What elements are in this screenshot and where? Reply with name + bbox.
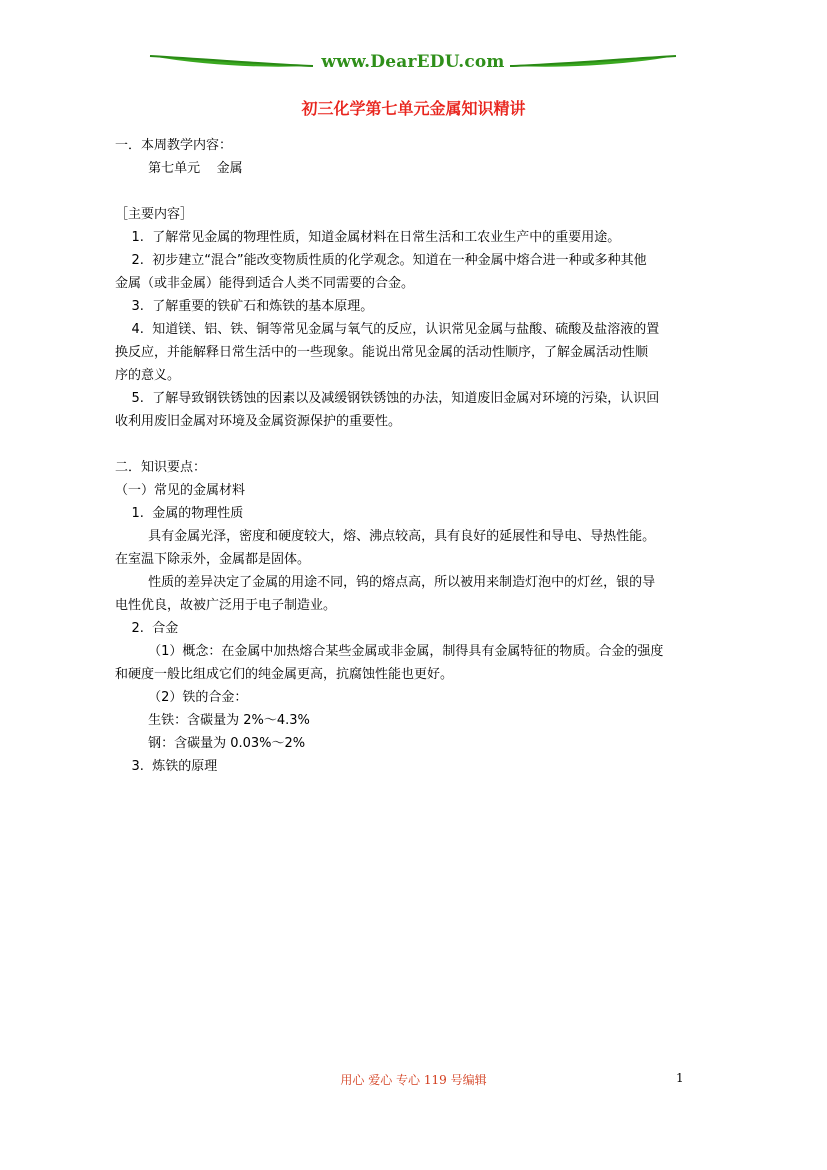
- text-line: 第七单元 金属: [115, 161, 243, 176]
- text-line: 二．知识要点：: [115, 460, 207, 475]
- page-title: 初三化学第七单元金属知识精讲: [301, 99, 526, 118]
- text-line: 换反应，并能解释日常生活中的一些现象。能说出常见金属的活动性顺序，了解金属活动性顺: [115, 345, 649, 360]
- text-line: （2）铁的合金：: [115, 690, 248, 705]
- blank-line: [115, 433, 719, 456]
- text-line: 一．本周教学内容：: [115, 138, 233, 153]
- text-line: 2. 初步建立“混合”能改变物质性质的化学观念。知道在一种金属中熔合进一种或多种其他: [115, 253, 647, 268]
- text-line: 金属（或非金属）能得到适合人类不同需要的合金。: [115, 276, 415, 291]
- text-line: 序的意义。: [115, 368, 181, 383]
- text-line: 在室温下除汞外，金属都是固体。: [115, 552, 311, 567]
- text-line: 1. 了解常见金属的物理性质，知道金属材料在日常生活和工农业生产中的重要用途。: [115, 230, 621, 245]
- blank-line: [115, 180, 719, 203]
- text-line: 4. 知道镁、铝、铁、铜等常见金属与氧气的反应，认识常见金属与盐酸、硫酸及盐溶液的置: [115, 322, 660, 337]
- document-body: [115, 134, 719, 778]
- text-line: 3. 了解重要的铁矿石和炼铁的基本原理。: [115, 299, 374, 314]
- text-line: 钢：含碳量为 0.03%～2%: [115, 736, 306, 751]
- text-line: 2. 合金: [115, 621, 179, 636]
- text-line: ［主要内容］: [115, 207, 194, 222]
- page-number: 1: [676, 1071, 684, 1085]
- text-line: 收利用废旧金属对环境及金属资源保护的重要性。: [115, 414, 402, 429]
- site-banner: [148, 44, 678, 80]
- text-line: 性质的差异决定了金属的用途不同，钨的熔点高，所以被用来制造灯泡中的灯丝，银的导: [115, 575, 656, 590]
- text-line: 电性优良，故被广泛用于电子制造业。: [115, 598, 337, 613]
- text-line: 5. 了解导致钢铁锈蚀的因素以及减缓钢铁锈蚀的办法，知道废旧金属对环境的污染，认识回: [115, 391, 660, 406]
- text-line: 具有金属光泽，密度和硬度较大，熔、沸点较高，具有良好的延展性和导电、导热性能。: [115, 529, 656, 544]
- text-line: （一）常见的金属材料: [115, 483, 246, 498]
- site-url: www.DearEDU.com: [321, 52, 505, 72]
- text-line: 生铁：含碳量为 2%～4.3%: [115, 713, 310, 728]
- text-line: 3. 炼铁的原理: [115, 759, 218, 774]
- text-line: （1）概念：在金属中加热熔合某些金属或非金属，制得具有金属特征的物质。合金的强度: [115, 644, 664, 659]
- text-line: 和硬度一般比组成它们的纯金属更高，抗腐蚀性能也更好。: [115, 667, 454, 682]
- footer-credit: 用心 爱心 专心 119 号编辑: [340, 1073, 487, 1087]
- text-line: 1. 金属的物理性质: [115, 506, 244, 521]
